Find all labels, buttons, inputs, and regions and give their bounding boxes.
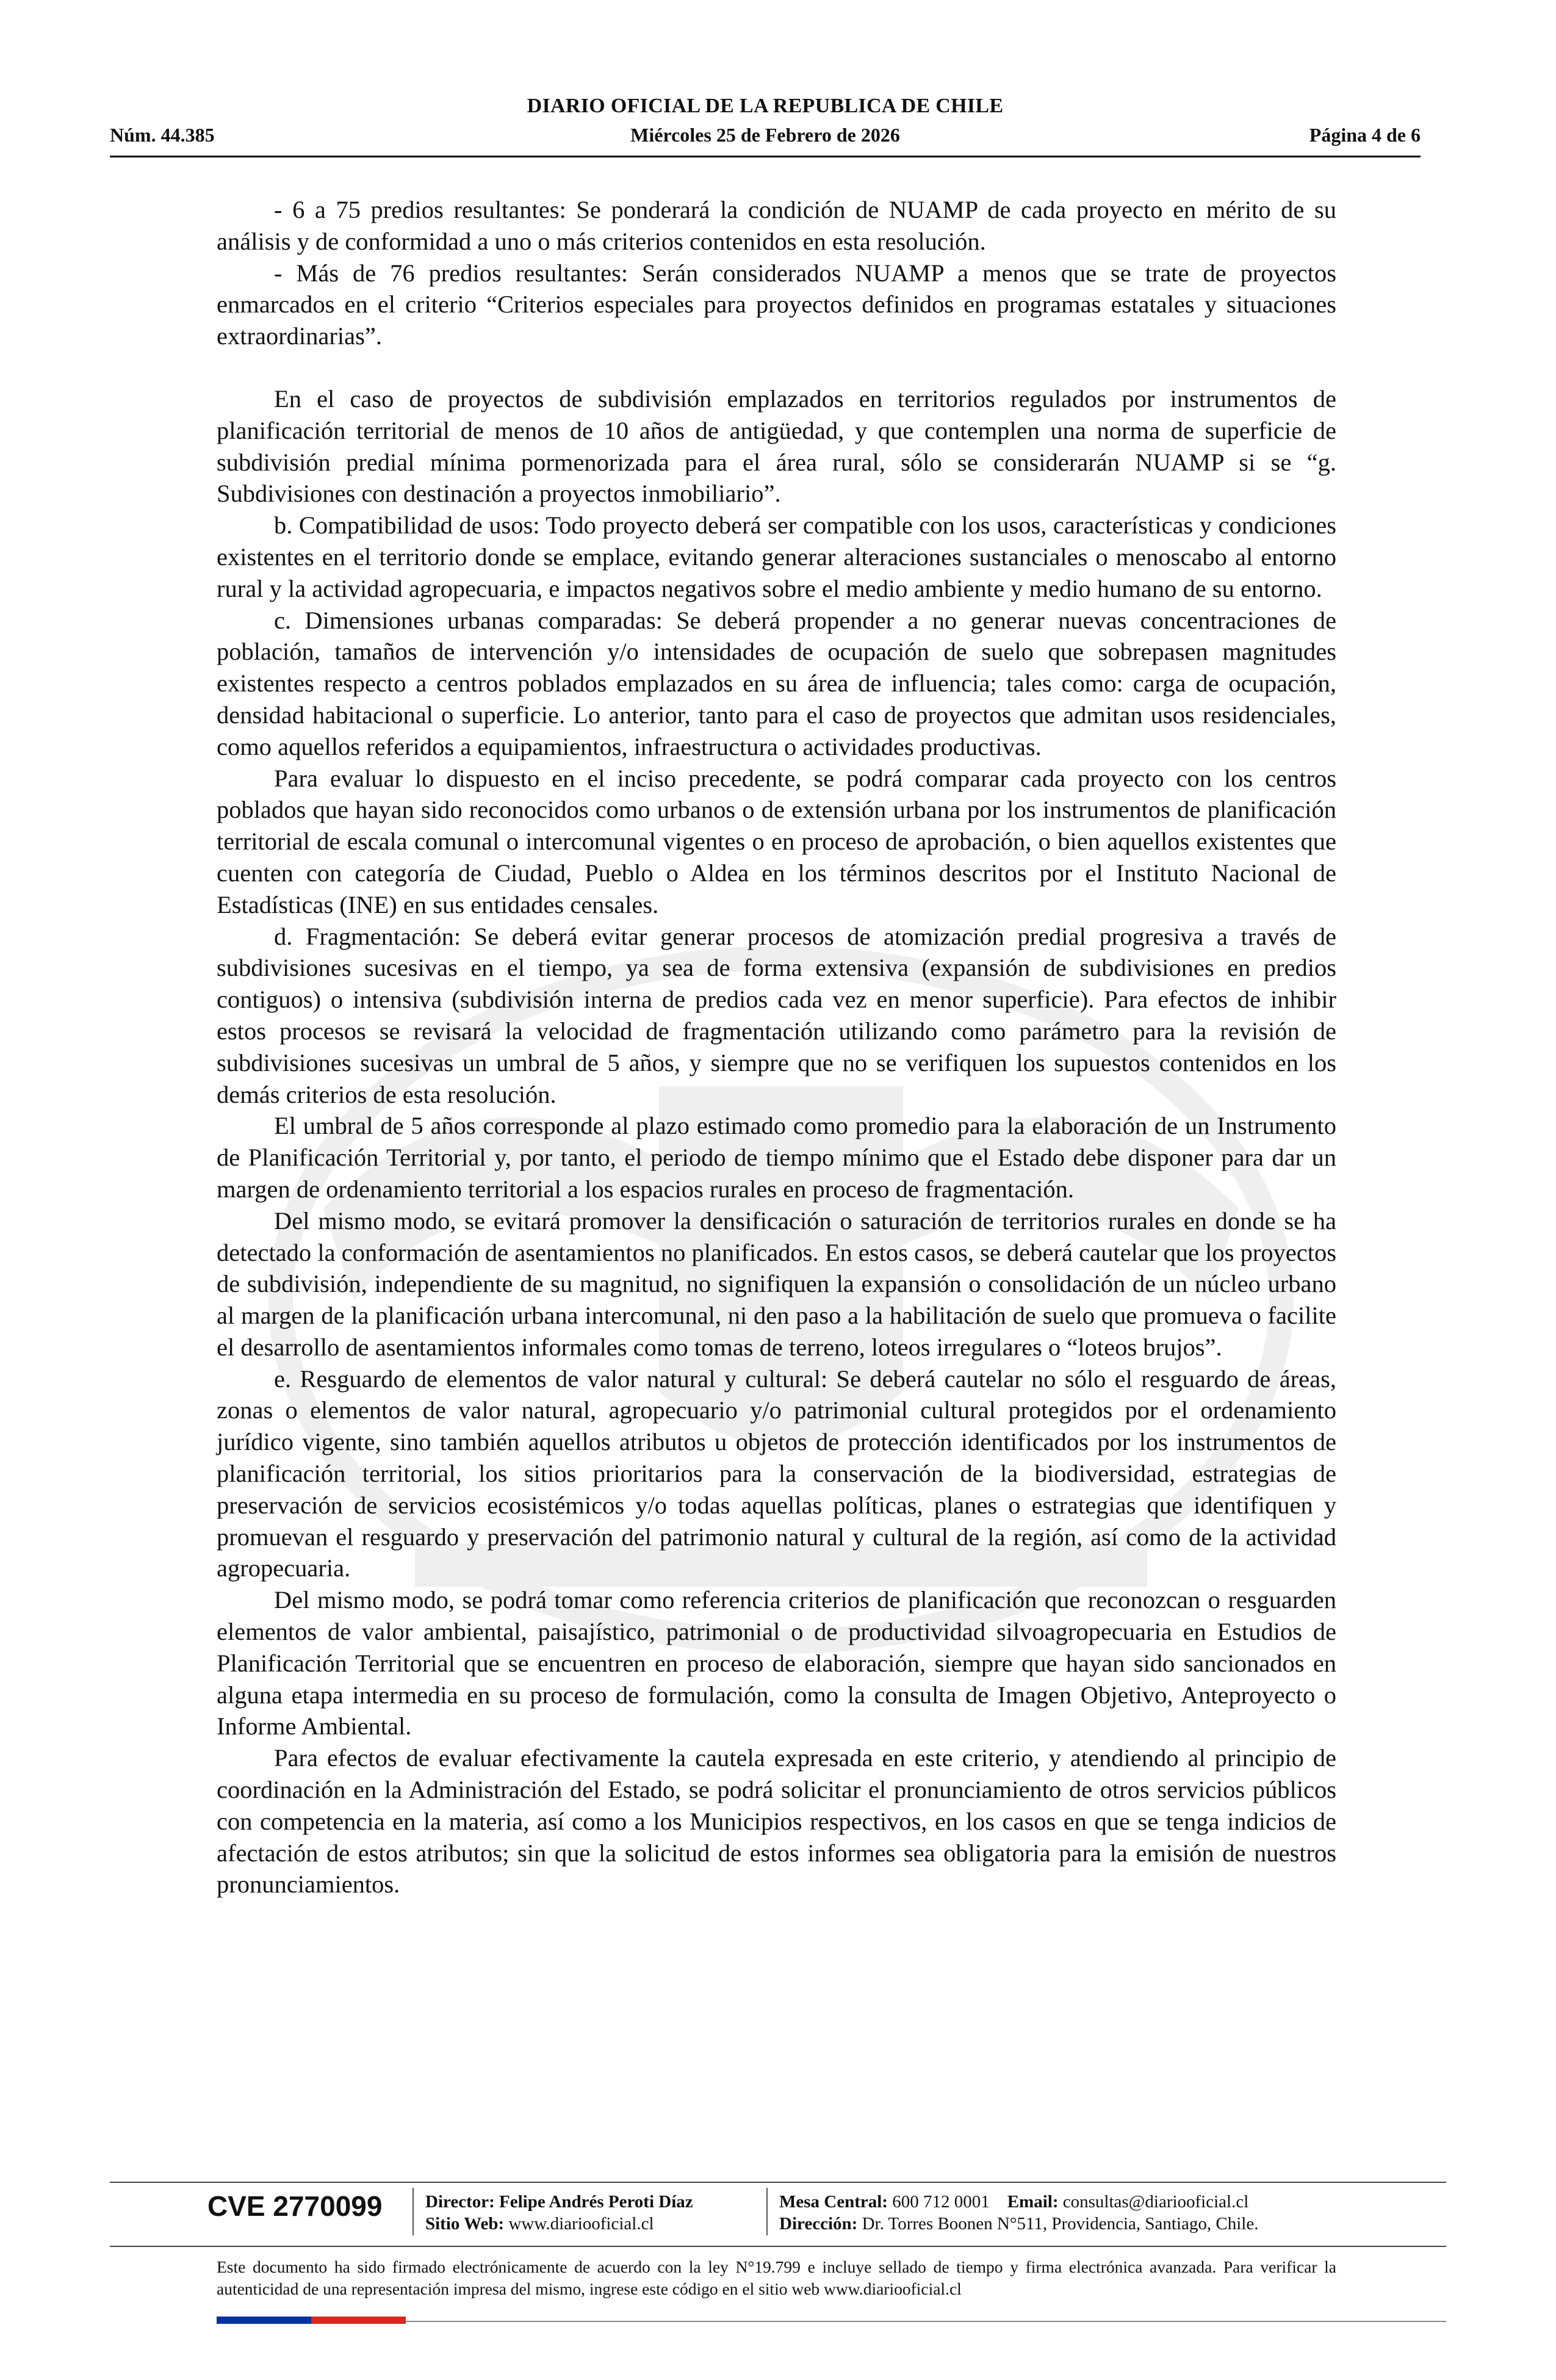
- flag-red-segment: [311, 2317, 406, 2324]
- newspaper-title: DIARIO OFICIAL DE LA REPUBLICA DE CHILE: [527, 95, 1004, 117]
- footer-bottom-divider: [406, 2321, 1446, 2322]
- paragraph: b. Compatibilidad de usos: Todo proyecto deberá ser compatible con los usos, características y condiciones existentes en el territorio donde se emplace, evitando generar alteraciones sustanciales o menoscabo al entorno rural y la actividad agropecuaria, e impactos negativos sobre el medio ambiente y medio humano de su entorno.: [217, 511, 1336, 602]
- footer-separator: [412, 2188, 414, 2235]
- paragraph: En el caso de proyectos de subdivisión emplazados en territorios regulados por instrumentos de planificación territorial de menos de 10 años de antigüedad, y que contemplen una norma de superficie de subdivisión predial mínima pormenorizada para el área rural, sólo se considerarán NUAMP si se “g. Subdivisiones con destinación a proyectos inmobiliario”.: [217, 384, 1336, 508]
- paragraph: Para efectos de evaluar efectivamente la cautela expresada en este criterio, y atendiendo al principio de coordinación en la Administración del Estado, se podrá solicitar el pronunciamiento de otros servicios públicos con competencia en la materia, así como a los Municipios respectivos, en los casos en que se tenga indicios de afectación de estos atributos; sin que la solicitud de estos informes sea obligatoria para la emisión de nuestros pronunciamientos.: [217, 1744, 1336, 1899]
- footer-top-divider: [110, 2182, 1446, 2183]
- director-name: Felipe Andrés Peroti Díaz: [499, 2192, 693, 2212]
- site-link[interactable]: www.diariooficial.cl: [508, 2214, 654, 2234]
- email-link[interactable]: consultas@diariooficial.cl: [1062, 2192, 1249, 2212]
- address-label: Dirección:: [779, 2214, 858, 2234]
- paragraph: e. Resguardo de elementos de valor natural y cultural: Se deberá cautelar no sólo el resguardo de áreas, zonas o elementos de valor natural, agropecuario y/o patrimonial cultural protegidos por el ordenamiento jurídico vigente, sino también aquellos atributos u objetos de protección identificados por los instrumentos de planificación territorial, los sitios prioritarios para la conservación de la biodiversidad, estrategias de preservación de servicios ecosistémicos y/o todas aquellas políticas, planes o estrategias que identifiquen y promuevan el resguardo y preservación del patrimonio natural y cultural de la región, así como de la actividad agropecuaria.: [217, 1365, 1336, 1582]
- footer-director-block: [425, 2191, 693, 2235]
- paragraph: d. Fragmentación: Se deberá evitar generar procesos de atomización predial progresiva a través de subdivisiones sucesivas en el tiempo, ya sea de forma extensiva (expansión de subdivisiones en predios contiguos) o intensiva (subdivisión interna de predios cada vez en menor superficie). Para efectos de inhibir estos procesos se revisará la velocidad de fragmentación utilizando como parámetro para la revisión de subdivisiones sucesivas un umbral de 5 años, y siempre que no se verifiquen los supuestos contenidos en los demás criterios de esta resolución.: [217, 922, 1336, 1108]
- paragraph: Del mismo modo, se podrá tomar como referencia criterios de planificación que reconozcan o resguarden elementos de valor ambiental, paisajístico, patrimonial o de productividad silvoagropecuaria en Estudios de Planificación Territorial que se encuentren en proceso de elaboración, siempre que hayan sido sancionados en alguna etapa intermedia en su proceso de formulación, como la consulta de Imagen Objetivo, Anteproyecto o Informe Ambiental.: [217, 1586, 1336, 1740]
- paragraph: - Más de 76 predios resultantes: Serán considerados NUAMP a menos que se trate de proyectos enmarcados en el criterio “Criterios especiales para proyectos definidos en programas estatales y situaciones extraordinarias”.: [217, 259, 1336, 350]
- issue-date: Miércoles 25 de Febrero de 2026: [630, 124, 900, 146]
- phone-number: 600 712 0001: [892, 2192, 990, 2212]
- phone-label: Mesa Central:: [779, 2192, 888, 2212]
- issue-number: Núm. 44.385: [110, 124, 215, 146]
- email-label: Email:: [1007, 2192, 1059, 2212]
- document-body: [217, 194, 1336, 1900]
- site-label: Sitio Web:: [425, 2214, 505, 2234]
- flag-blue-segment: [217, 2317, 311, 2324]
- electronic-signature-note: Este documento ha sido firmado electrónicamente de acuerdo con la ley N°19.799 e incluye sellado de tiempo y firma electrónica avanzada. Para verificar la autenticidad de una representación impresa del mismo, ingrese este código en el sitio web www.diariooficial.cl: [217, 2257, 1336, 2298]
- paragraph: El umbral de 5 años corresponde al plazo estimado como promedio para la elaboración de un Instrumento de Planificación Territorial y, por tanto, el periodo de tiempo mínimo que el Estado debe disponer para dar un margen de ordenamiento territorial a los espacios rurales en proceso de fragmentación.: [217, 1112, 1336, 1203]
- paragraph: Del mismo modo, se evitará promover la densificación o saturación de territorios rurales en donde se ha detectado la conformación de asentamientos no planificados. En estos casos, se deberá cautelar que los proyectos de subdivisión, independiente de su magnitud, no signifiquen la expansión o consolidación de un núcleo urbano al margen de la planificación urbana intercomunal, ni den paso a la habilitación de suelo que promueva o facilite el desarrollo de asentamientos informales como tomas de terreno, loteos irregulares o “loteos brujos”.: [217, 1206, 1336, 1361]
- paragraph: Para evaluar lo dispuesto en el inciso precedente, se podrá comparar cada proyecto con los centros poblados que hayan sido reconocidos como urbanos o de extensión urbana por los instrumentos de planificación territorial de escala comunal o intercomunal vigentes o en proceso de aprobación, o bien aquellos existentes que cuenten con categoría de Ciudad, Pueblo o Aldea en los términos descritos por el Instituto Nacional de Estadísticas (INE) en sus entidades censales.: [217, 764, 1336, 918]
- address-value: Dr. Torres Boonen N°511, Providencia, Santiago, Chile.: [862, 2214, 1259, 2234]
- page-header: [110, 95, 1421, 157]
- director-label: Director:: [425, 2192, 495, 2212]
- footer-contact-block: [779, 2191, 1258, 2235]
- chile-flag-stripe: [217, 2317, 406, 2324]
- paragraph: c. Dimensiones urbanas comparadas: Se deberá propender a no generar nuevas concentraciones de población, tamaños de intervención y/o intensidades de ocupación de suelo que sobrepasen magnitudes existentes respecto a centros poblados emplazados en su área de influencia; tales como: carga de ocupación, densidad habitacional o superficie. Lo anterior, tanto para el caso de proyectos que admitan usos residenciales, como aquellos referidos a equipamientos, infraestructura o actividades productivas.: [217, 606, 1336, 760]
- page-indicator: Página 4 de 6: [1309, 124, 1421, 146]
- footer-middle-divider: [110, 2246, 1446, 2247]
- footer-separator: [766, 2188, 768, 2235]
- cve-code: CVE 2770099: [207, 2190, 383, 2222]
- paragraph: - 6 a 75 predios resultantes: Se ponderará la condición de NUAMP de cada proyecto en mérito de su análisis y de conformidad a uno o más criterios contenidos en esta resolución.: [217, 196, 1336, 255]
